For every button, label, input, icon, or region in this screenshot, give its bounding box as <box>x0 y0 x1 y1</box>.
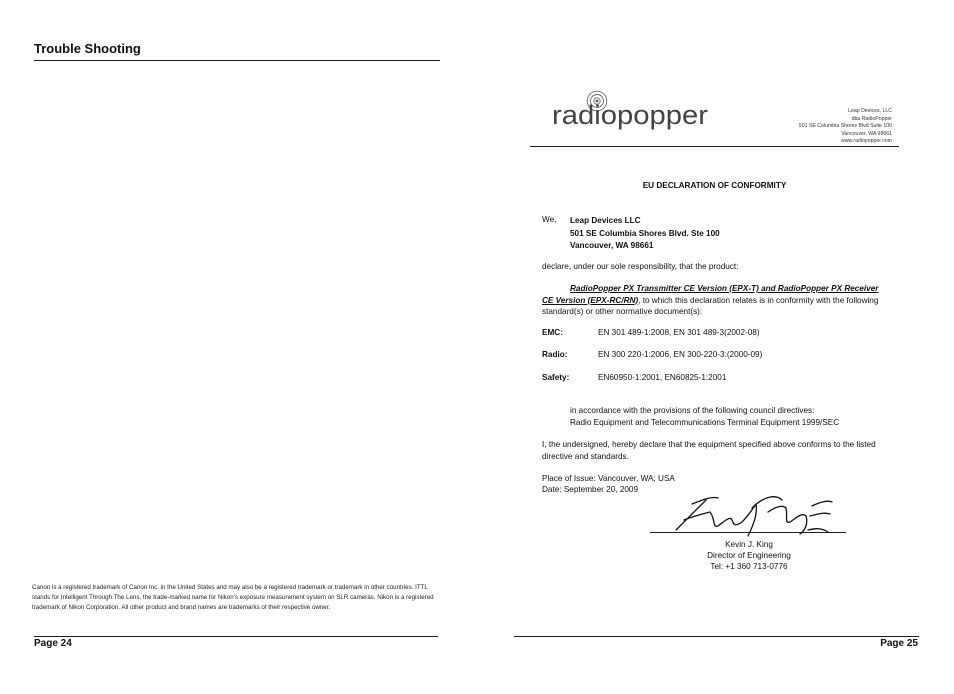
footer-divider-right <box>514 636 919 637</box>
signer-block <box>650 539 848 572</box>
undersigned-statement: I, the undersigned, hereby declare that the equipment specified above conforms to the listed directive and standards. <box>542 440 876 461</box>
directive-line: in accordance with the provisions of the following council directives: <box>570 406 815 415</box>
standard-label-radio: Radio: <box>542 350 568 359</box>
place-of-issue: Place of Issue: Vancouver, WA; USA <box>542 474 675 483</box>
standard-value-radio: EN 300 220-1:2006, EN 300-220-3:(2000-09) <box>598 350 763 359</box>
declare-statement: declare, under our sole responsibility, that the product: <box>542 262 739 271</box>
trademark-notice: Canon is a registered trademark of Canon Inc. in the United States and may also be a registered trademark or trademark in other countries. ITTL stands for Intelligent Through The Lens, the trade-marked name for Nikon's exposure measurement system on SLR cameras. Nikon is a registered trademark of Nikon Corporation. All other product and brand names are trademarks of their respective owner. <box>32 584 434 611</box>
company-line: 501 SE Columbia Shores Blvd. Ste 100 <box>570 228 720 238</box>
product-name: RadioPopper PX Transmitter CE Version (EPX-T) and RadioPopper PX Receiver CE Version (EPX-RC/RN) <box>542 284 879 305</box>
page-number-right: Page 25 <box>880 638 918 649</box>
handwritten-signature <box>672 490 842 542</box>
logo-wordmark: radiopopper <box>552 100 708 130</box>
address-line: dba RadioPopper <box>851 115 892 122</box>
address-line: www.radiopopper.com <box>840 138 892 145</box>
we-label: We, <box>542 215 557 224</box>
directive-line: Radio Equipment and Telecommunications Terminal Equipment 1999/SEC <box>570 417 840 427</box>
signer-name: Kevin J. King <box>725 540 773 549</box>
standard-label-safety: Safety: <box>542 373 570 382</box>
product-statement <box>542 283 886 318</box>
standard-label-emc: EMC: <box>542 328 563 337</box>
address-line: Leap Devices, LLC <box>848 108 892 114</box>
standard-value-safety: EN60950-1:2001, EN60825-1:2001 <box>598 373 727 382</box>
page-number-left: Page 24 <box>34 638 72 649</box>
issue-date: Date: September 20, 2009 <box>542 485 639 494</box>
declaration-heading: EU DECLARATION OF CONFORMITY <box>642 181 787 190</box>
signer-phone: Tel: +1 360 713-0776 <box>710 562 788 571</box>
radiopopper-logo <box>550 86 720 132</box>
company-line: Leap Devices LLC <box>570 216 641 225</box>
directives-block <box>570 405 839 428</box>
title-divider <box>34 60 440 61</box>
company-block <box>570 215 720 253</box>
footer-divider-left <box>34 636 438 637</box>
standard-value-emc: EN 301 489-1:2008, EN 301 489-3(2002-08) <box>598 328 760 337</box>
address-line: 501 SE Columbia Shores Blvd Suite 100 <box>798 123 892 130</box>
signature-line <box>650 532 846 533</box>
signer-title: Director of Engineering <box>707 551 791 560</box>
company-line: Vancouver, WA 98661 <box>570 241 654 250</box>
company-address <box>760 108 892 146</box>
product-conformity-text: , to which this declaration relates is in conformity with the following standard(s) or other normative document(s): <box>542 295 879 316</box>
address-line: Vancouver, WA 98661 <box>841 130 892 137</box>
page-title: Trouble Shooting <box>34 41 141 56</box>
letterhead-divider <box>530 146 899 147</box>
issue-block <box>542 473 675 495</box>
